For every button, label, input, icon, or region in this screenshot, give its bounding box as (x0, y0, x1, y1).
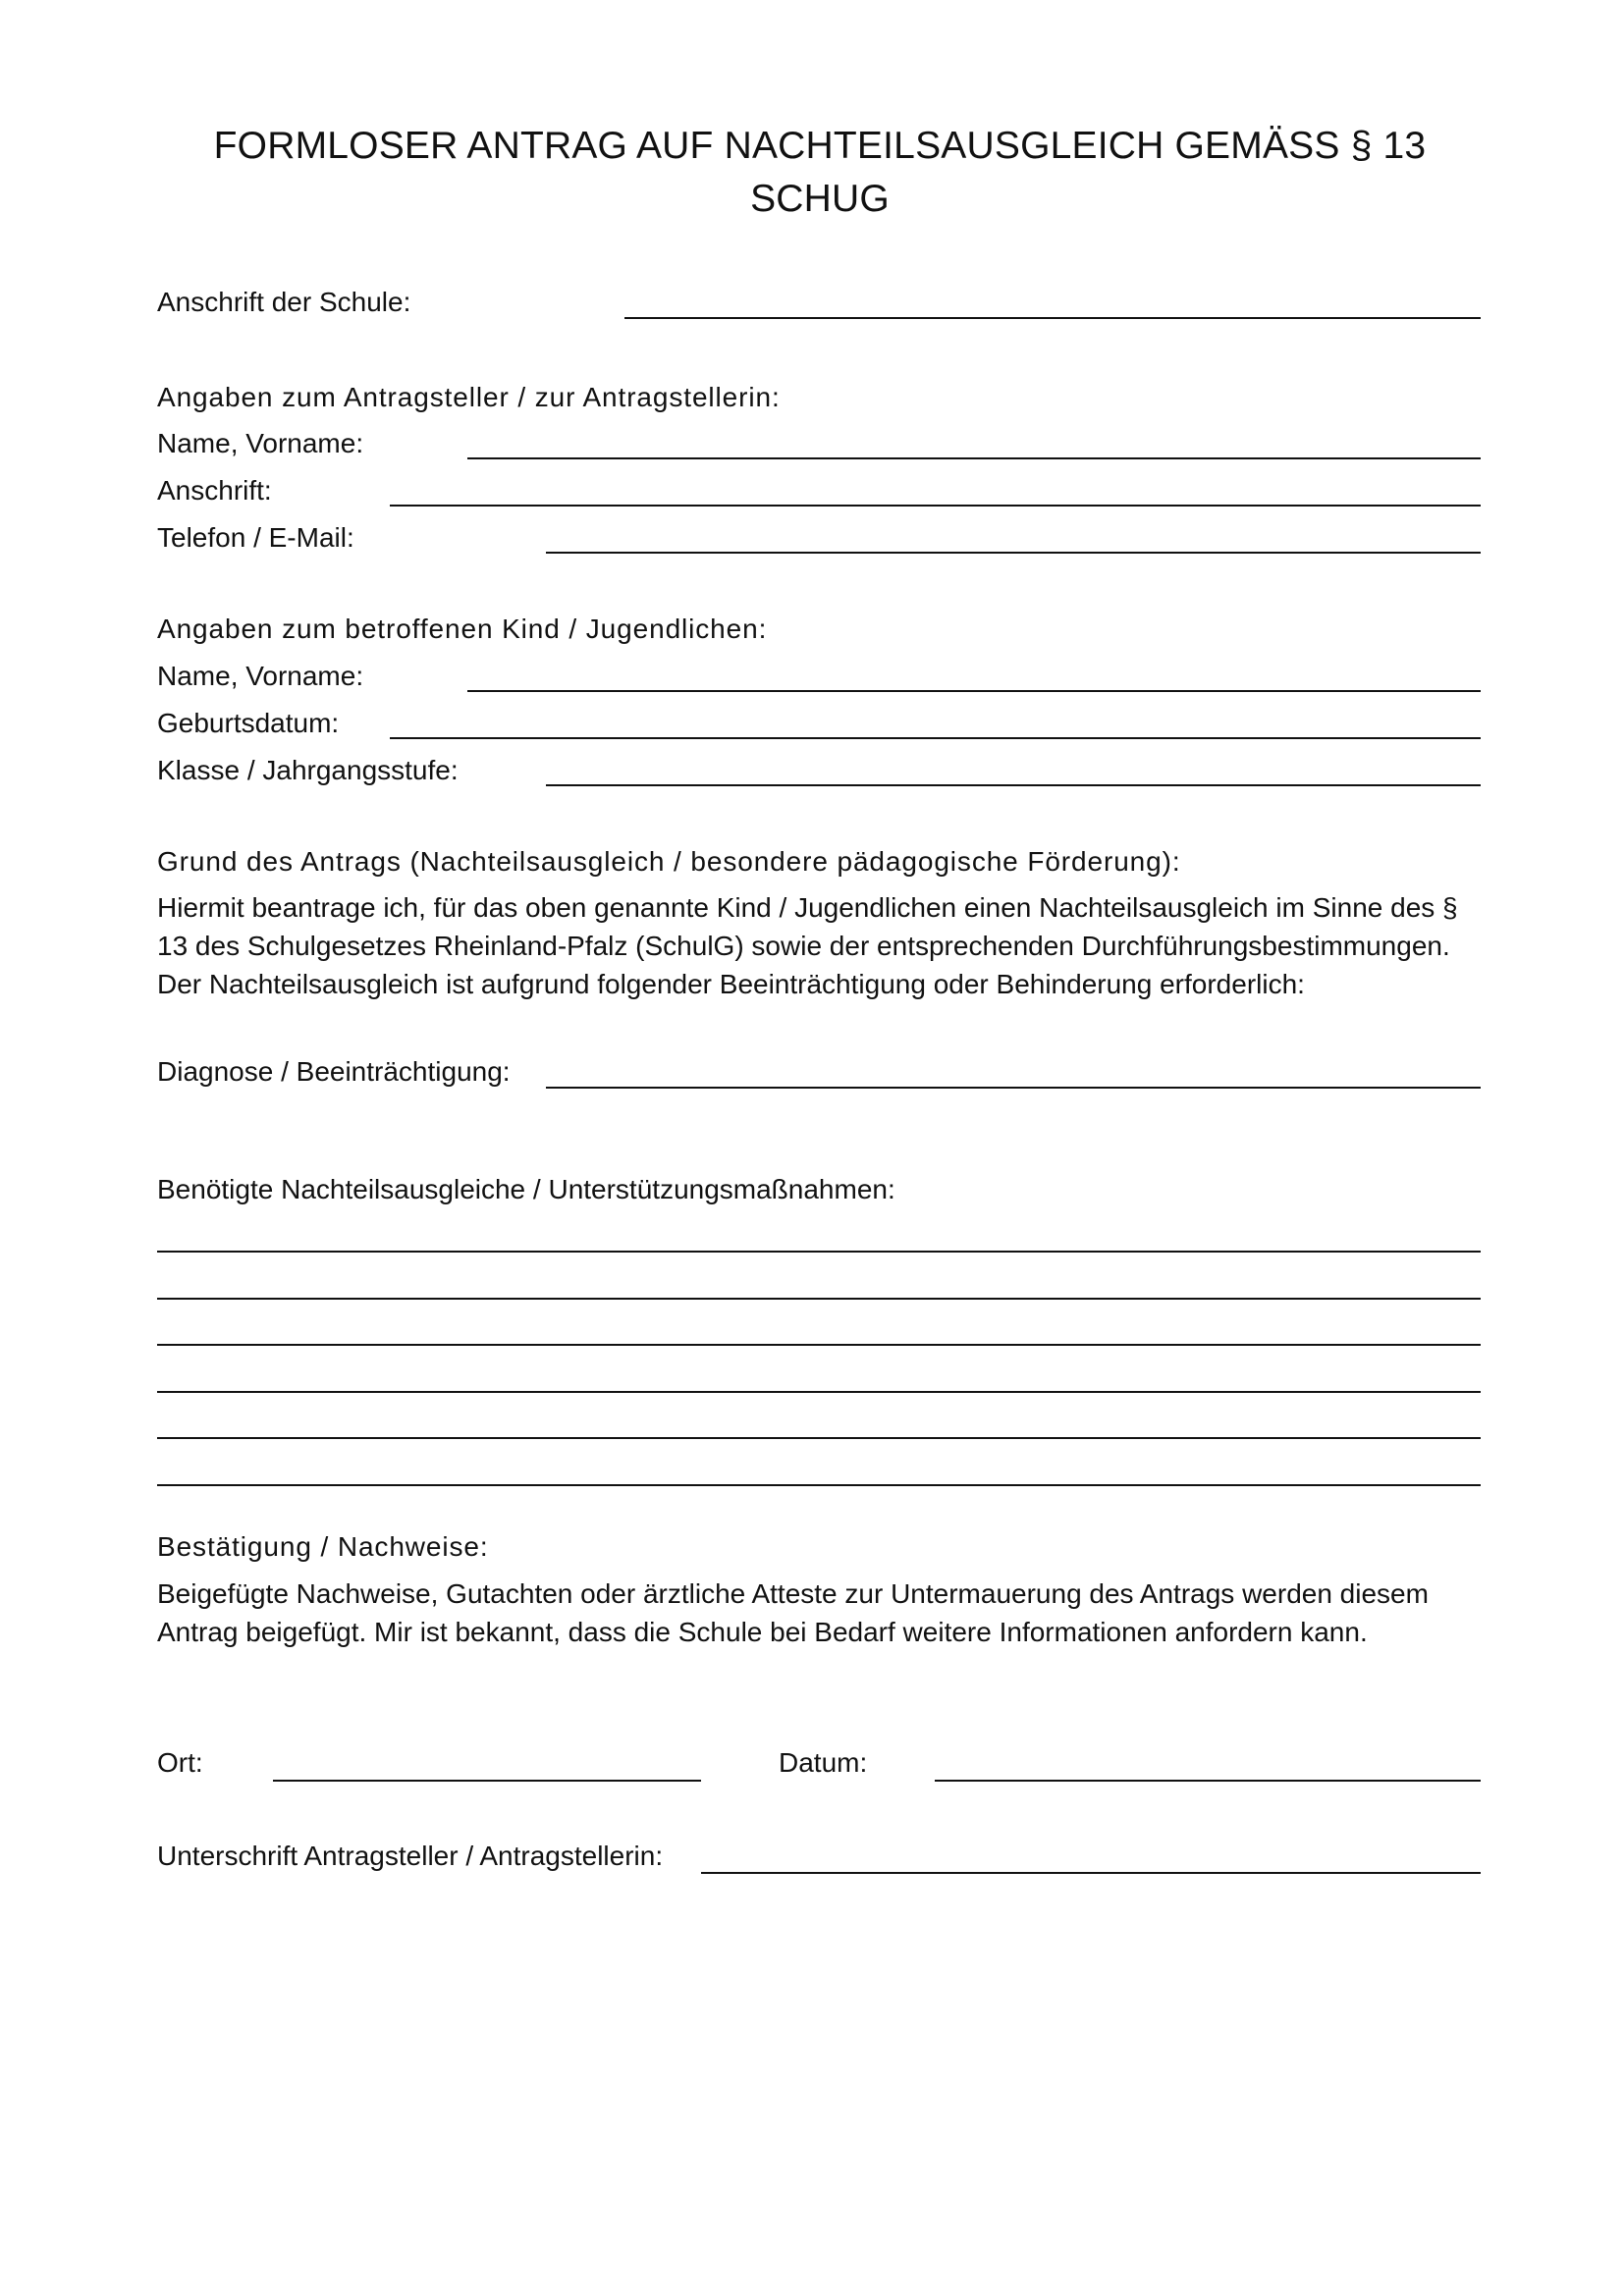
reason-text-line-2: 13 des Schulgesetzes Rheinland-Pfalz (SchulG) sowie der entsprechenden Durchführungsbestimmungen. (157, 931, 1450, 961)
child-name-label: Name, Vorname: (157, 661, 364, 691)
measures-line[interactable] (157, 1391, 1481, 1393)
date-label: Datum: (779, 1747, 868, 1778)
measures-line[interactable] (157, 1344, 1481, 1346)
signature-label: Unterschrift Antragsteller / Antragstellerin: (157, 1841, 664, 1871)
applicant-name-label: Name, Vorname: (157, 428, 364, 458)
signature-field[interactable] (701, 1872, 1481, 1874)
applicant-address-field[interactable] (390, 505, 1481, 507)
confirmation-text-line-1: Beigefügte Nachweise, Gutachten oder ärztliche Atteste zur Untermauerung des Antrags werden diesem (157, 1578, 1429, 1609)
measures-line[interactable] (157, 1251, 1481, 1253)
reason-text (157, 888, 1492, 1003)
reason-text-line-1: Hiermit beantrage ich, für das oben genannte Kind / Jugendlichen einen Nachteilsausgleich im Sinne des § (157, 892, 1458, 923)
child-class-label: Klasse / Jahrgangsstufe: (157, 755, 459, 785)
diagnosis-field[interactable] (546, 1087, 1481, 1089)
child-birthdate-label: Geburtsdatum: (157, 708, 340, 738)
applicant-address-label: Anschrift: (157, 475, 272, 506)
reason-section-heading: Grund des Antrags (Nachteilsausgleich / besondere pädagogische Förderung): (157, 846, 1181, 877)
diagnosis-label: Diagnose / Beeinträchtigung: (157, 1056, 511, 1087)
measures-label: Benötigte Nachteilsausgleiche / Unterstützungsmaßnahmen: (157, 1174, 895, 1204)
school-address-field[interactable] (624, 317, 1481, 319)
measures-line[interactable] (157, 1437, 1481, 1439)
applicant-name-field[interactable] (467, 457, 1481, 459)
child-class-field[interactable] (546, 784, 1481, 786)
reason-text-line-3: Der Nachteilsausgleich ist aufgrund folgender Beeinträchtigung oder Behinderung erforderlich: (157, 969, 1305, 999)
confirmation-text (157, 1575, 1492, 1651)
child-name-field[interactable] (467, 690, 1481, 692)
confirmation-section-heading: Bestätigung / Nachweise: (157, 1531, 489, 1562)
confirmation-text-line-2: Antrag beigefügt. Mir ist bekannt, dass die Schule bei Bedarf weitere Informationen anfordern kann. (157, 1617, 1368, 1647)
applicant-contact-field[interactable] (546, 552, 1481, 554)
child-birthdate-field[interactable] (390, 737, 1481, 739)
measures-line[interactable] (157, 1484, 1481, 1486)
form-title: FORMLOSER ANTRAG AUF NACHTEILSAUSGLEICH GEMÄSS § 13 SCHUG (213, 125, 1427, 220)
school-address-label: Anschrift der Schule: (157, 287, 411, 317)
applicant-contact-label: Telefon / E-Mail: (157, 522, 354, 553)
child-section-heading: Angaben zum betroffenen Kind / Jugendlichen: (157, 614, 768, 644)
place-label: Ort: (157, 1747, 203, 1778)
applicant-section-heading: Angaben zum Antragsteller / zur Antragstellerin: (157, 382, 781, 412)
place-field[interactable] (273, 1780, 701, 1782)
date-field[interactable] (935, 1780, 1481, 1782)
measures-line[interactable] (157, 1298, 1481, 1300)
